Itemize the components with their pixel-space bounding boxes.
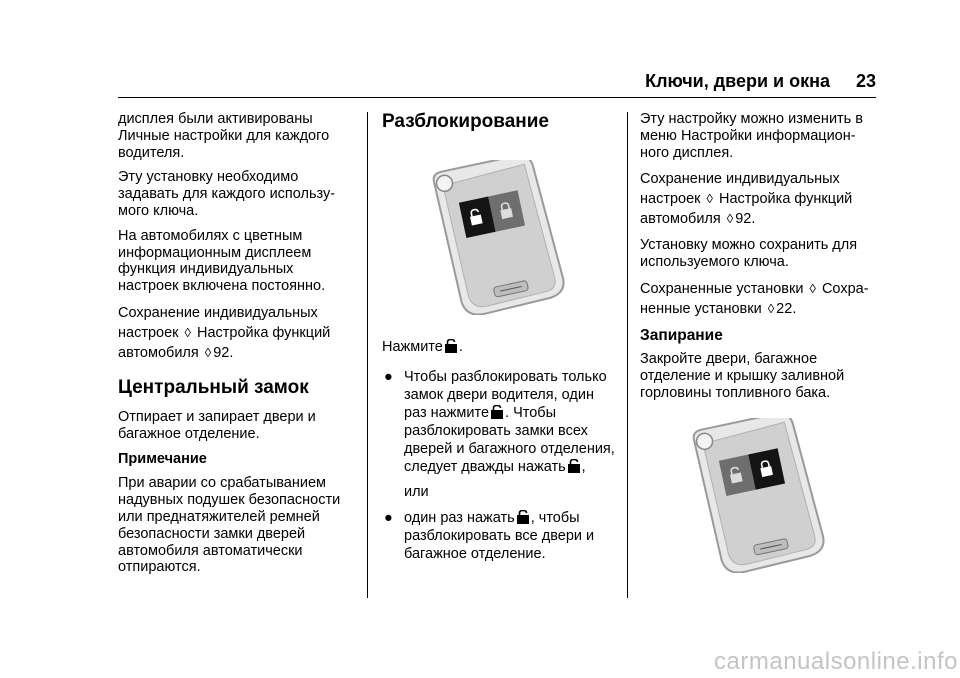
running-header-title: Ключи, двери и окна	[645, 71, 830, 91]
section-heading-central-lock: Центральный замок	[118, 376, 309, 398]
paragraph-personal-settings: дисплея были активированы Личные настройки для каждого водителя.	[118, 111, 330, 161]
key-fob-image-unlock	[425, 160, 565, 315]
section-heading-locking: Запирание	[640, 326, 723, 344]
column-divider-1	[367, 112, 368, 598]
page-ref-22[interactable]: 22	[776, 300, 793, 317]
press-instruction: Нажмите .	[382, 339, 463, 355]
page-number: 23	[855, 71, 876, 91]
bullet-driver-door: ● Чтобы разблокировать только замок двери водителя, один раз нажмите . Чтобы разблокировать замки всех дверей и багажного отделения, следует дважды нажать ,	[384, 368, 615, 475]
section-heading-unlocking: Разблокирование	[382, 111, 550, 132]
unlock-icon	[517, 510, 529, 524]
arrow-reference-icon: ◊	[767, 300, 775, 316]
paragraph-saved-settings: Сохраненные установки ◊ Сохра- ненные установки ◊ 22.	[640, 280, 869, 317]
page-ref-92-2[interactable]: 92	[735, 211, 752, 228]
unlock-icon	[568, 459, 580, 473]
arrow-reference-icon: ◊	[204, 344, 212, 360]
arrow-reference-icon: ◊	[809, 280, 816, 296]
or-text: или	[404, 483, 429, 500]
key-fob-image-lock	[685, 418, 825, 573]
paragraph-locking: Закройте двери, багажное отделение и крышку заливной горловины топливного бака.	[640, 350, 845, 401]
watermark: carmanualsonline.info	[714, 648, 958, 675]
paragraph-change-setting: Эту настройку можно изменить в меню Настройки информацион- ного дисплея.	[640, 111, 863, 161]
column-divider-2	[627, 112, 628, 598]
page-ref-92[interactable]: 92	[213, 344, 230, 361]
arrow-reference-icon: ◊	[706, 191, 713, 207]
unlock-icon	[445, 339, 457, 353]
paragraph-central-lock: Отпирает и запирает двери и багажное отделение.	[118, 408, 316, 442]
paragraph-save-settings-2: Сохранение индивидуальных настроек ◊ Настройка функций автомобиля ◊ 92.	[640, 171, 853, 228]
column-2-lower	[382, 339, 620, 571]
link-vehicle-settings[interactable]: Настройка функций	[197, 324, 331, 341]
link-vehicle-settings-2[interactable]: Настройка функций	[719, 191, 853, 208]
link-saved-settings[interactable]: Сохра-	[821, 280, 869, 297]
column-3	[640, 111, 880, 409]
arrow-reference-icon: ◊	[184, 324, 191, 340]
paragraph-save-for-key: Установку можно сохранить для используемого ключа.	[640, 237, 858, 271]
bullet-all-doors: ● один раз нажать , чтобы разблокировать все двери и багажное отделение.	[384, 509, 595, 562]
header-rule	[118, 97, 876, 98]
note-text: При аварии со срабатыванием надувных подушек безопасности или преднатяжителей ремней безопасности замки дверей автомобиля автоматически отпираются.	[118, 475, 341, 576]
arrow-reference-icon: ◊	[726, 211, 734, 227]
paragraph-per-key: Эту установку необходимо задавать для каждого использу- мого ключа.	[118, 169, 336, 219]
paragraph-color-display: На автомобилях с цветным информационным дисплеем функция индивидуальных настроек включена постоянно.	[118, 227, 326, 295]
unlock-icon	[491, 405, 503, 419]
note-label: Примечание	[118, 450, 207, 467]
column-2	[382, 111, 620, 143]
column-1	[118, 111, 358, 584]
paragraph-save-settings: Сохранение индивидуальных настроек ◊ Настройка функций автомобиля ◊ 92.	[118, 304, 331, 361]
